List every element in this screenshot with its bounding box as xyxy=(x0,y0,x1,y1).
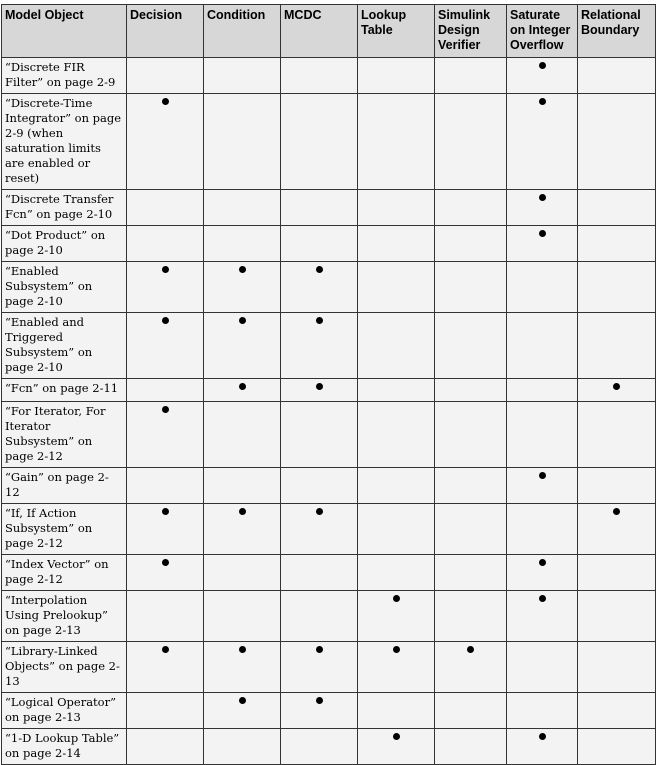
bullet-dot-icon xyxy=(539,194,546,201)
cell-decision xyxy=(127,504,204,555)
header-row xyxy=(2,5,656,58)
bullet-dot-icon xyxy=(539,733,546,740)
cell-mcdc xyxy=(281,190,358,226)
cell-mcdc xyxy=(281,729,358,765)
bullet-dot-icon xyxy=(162,559,169,566)
cell-decision xyxy=(127,642,204,693)
cell-relational-boundary xyxy=(578,379,656,402)
bullet-dot-icon xyxy=(539,98,546,105)
cell-decision xyxy=(127,58,204,94)
cell-relational-boundary xyxy=(578,642,656,693)
cell-mcdc xyxy=(281,642,358,693)
bullet-dot-icon xyxy=(316,697,323,704)
cell-mcdc xyxy=(281,262,358,313)
cell-design-verifier xyxy=(435,94,507,190)
cell-saturate-overflow xyxy=(507,226,578,262)
cell-saturate-overflow xyxy=(507,693,578,729)
cell-relational-boundary xyxy=(578,555,656,591)
model-object-cell: “1-D Lookup Table” on page 2-14 xyxy=(2,729,127,765)
cell-lookup-table xyxy=(358,591,435,642)
table-row xyxy=(2,313,656,379)
cell-condition xyxy=(204,379,281,402)
cell-decision xyxy=(127,313,204,379)
bullet-dot-icon xyxy=(613,383,620,390)
model-object-cell: “Logical Operator” on page 2-13 xyxy=(2,693,127,729)
bullet-dot-icon xyxy=(239,317,246,324)
bullet-dot-icon xyxy=(539,472,546,479)
cell-decision xyxy=(127,591,204,642)
model-object-cell: “Discrete Transfer Fcn” on page 2-10 xyxy=(2,190,127,226)
bullet-dot-icon xyxy=(393,733,400,740)
bullet-dot-icon xyxy=(539,595,546,602)
table-row xyxy=(2,402,656,468)
cell-condition xyxy=(204,693,281,729)
cell-relational-boundary xyxy=(578,190,656,226)
cell-relational-boundary xyxy=(578,504,656,555)
column-header-model-object: Model Object xyxy=(2,5,127,58)
model-object-cell: “Enabled and Triggered Subsystem” on page 2-10 xyxy=(2,313,127,379)
cell-lookup-table xyxy=(358,693,435,729)
bullet-dot-icon xyxy=(239,383,246,390)
cell-condition xyxy=(204,58,281,94)
cell-relational-boundary xyxy=(578,313,656,379)
cell-design-verifier xyxy=(435,226,507,262)
cell-condition xyxy=(204,468,281,504)
cell-lookup-table xyxy=(358,226,435,262)
bullet-dot-icon xyxy=(162,646,169,653)
cell-lookup-table xyxy=(358,468,435,504)
bullet-dot-icon xyxy=(162,508,169,515)
model-object-cell: “Gain” on page 2-12 xyxy=(2,468,127,504)
cell-mcdc xyxy=(281,379,358,402)
model-object-cell: “Discrete FIR Filter” on page 2-9 xyxy=(2,58,127,94)
cell-design-verifier xyxy=(435,402,507,468)
bullet-dot-icon xyxy=(539,230,546,237)
column-header-mcdc: MCDC xyxy=(281,5,358,58)
cell-mcdc xyxy=(281,693,358,729)
cell-decision xyxy=(127,94,204,190)
bullet-dot-icon xyxy=(239,646,246,653)
cell-mcdc xyxy=(281,591,358,642)
bullet-dot-icon xyxy=(239,697,246,704)
table-row xyxy=(2,379,656,402)
cell-lookup-table xyxy=(358,262,435,313)
cell-design-verifier xyxy=(435,379,507,402)
cell-saturate-overflow xyxy=(507,58,578,94)
cell-saturate-overflow xyxy=(507,642,578,693)
bullet-dot-icon xyxy=(393,646,400,653)
column-header-lookup-table: Lookup Table xyxy=(358,5,435,58)
cell-relational-boundary xyxy=(578,729,656,765)
table-row xyxy=(2,555,656,591)
cell-design-verifier xyxy=(435,468,507,504)
cell-condition xyxy=(204,729,281,765)
cell-lookup-table xyxy=(358,313,435,379)
cell-saturate-overflow xyxy=(507,94,578,190)
cell-relational-boundary xyxy=(578,226,656,262)
model-object-cell: “If, If Action Subsystem” on page 2-12 xyxy=(2,504,127,555)
table-row xyxy=(2,693,656,729)
model-object-cell: “Dot Product” on page 2-10 xyxy=(2,226,127,262)
cell-mcdc xyxy=(281,94,358,190)
cell-condition xyxy=(204,226,281,262)
cell-condition xyxy=(204,262,281,313)
column-header-design-verifier: Simulink Design Verifier xyxy=(435,5,507,58)
cell-design-verifier xyxy=(435,642,507,693)
cell-saturate-overflow xyxy=(507,313,578,379)
cell-relational-boundary xyxy=(578,693,656,729)
cell-lookup-table xyxy=(358,190,435,226)
cell-lookup-table xyxy=(358,402,435,468)
table-row xyxy=(2,58,656,94)
cell-mcdc xyxy=(281,504,358,555)
cell-condition xyxy=(204,591,281,642)
cell-condition xyxy=(204,313,281,379)
bullet-dot-icon xyxy=(162,317,169,324)
cell-decision xyxy=(127,402,204,468)
cell-condition xyxy=(204,402,281,468)
table-row xyxy=(2,94,656,190)
column-header-saturate-overflow: Saturate on Integer Overflow xyxy=(507,5,578,58)
cell-mcdc xyxy=(281,313,358,379)
cell-saturate-overflow xyxy=(507,190,578,226)
table-row xyxy=(2,190,656,226)
cell-decision xyxy=(127,262,204,313)
model-object-cell: “Interpolation Using Prelookup” on page 2-13 xyxy=(2,591,127,642)
model-object-cell: “Discrete-Time Integrator” on page 2-9 (when saturation limits are enabled or reset) xyxy=(2,94,127,190)
cell-decision xyxy=(127,190,204,226)
bullet-dot-icon xyxy=(239,266,246,273)
cell-decision xyxy=(127,555,204,591)
cell-mcdc xyxy=(281,58,358,94)
cell-saturate-overflow xyxy=(507,379,578,402)
cell-lookup-table xyxy=(358,504,435,555)
cell-condition xyxy=(204,642,281,693)
bullet-dot-icon xyxy=(162,266,169,273)
coverage-table xyxy=(1,4,656,765)
bullet-dot-icon xyxy=(539,559,546,566)
cell-lookup-table xyxy=(358,58,435,94)
cell-decision xyxy=(127,729,204,765)
cell-relational-boundary xyxy=(578,591,656,642)
model-object-cell: “Fcn” on page 2-11 xyxy=(2,379,127,402)
bullet-dot-icon xyxy=(539,62,546,69)
cell-relational-boundary xyxy=(578,58,656,94)
cell-design-verifier xyxy=(435,190,507,226)
column-header-condition: Condition xyxy=(204,5,281,58)
cell-condition xyxy=(204,504,281,555)
cell-saturate-overflow xyxy=(507,591,578,642)
cell-decision xyxy=(127,379,204,402)
bullet-dot-icon xyxy=(393,595,400,602)
cell-mcdc xyxy=(281,555,358,591)
bullet-dot-icon xyxy=(316,646,323,653)
cell-lookup-table xyxy=(358,729,435,765)
cell-lookup-table xyxy=(358,642,435,693)
cell-decision xyxy=(127,226,204,262)
cell-design-verifier xyxy=(435,693,507,729)
cell-decision xyxy=(127,468,204,504)
cell-design-verifier xyxy=(435,313,507,379)
bullet-dot-icon xyxy=(239,508,246,515)
table-row xyxy=(2,729,656,765)
cell-saturate-overflow xyxy=(507,262,578,313)
cell-condition xyxy=(204,190,281,226)
table-row xyxy=(2,226,656,262)
cell-condition xyxy=(204,94,281,190)
cell-saturate-overflow xyxy=(507,729,578,765)
cell-saturate-overflow xyxy=(507,555,578,591)
cell-mcdc xyxy=(281,468,358,504)
cell-relational-boundary xyxy=(578,402,656,468)
cell-saturate-overflow xyxy=(507,504,578,555)
cell-lookup-table xyxy=(358,555,435,591)
cell-design-verifier xyxy=(435,58,507,94)
cell-relational-boundary xyxy=(578,94,656,190)
bullet-dot-icon xyxy=(316,383,323,390)
table-row xyxy=(2,262,656,313)
cell-saturate-overflow xyxy=(507,402,578,468)
model-object-cell: “Index Vector” on page 2-12 xyxy=(2,555,127,591)
bullet-dot-icon xyxy=(467,646,474,653)
bullet-dot-icon xyxy=(162,98,169,105)
cell-relational-boundary xyxy=(578,262,656,313)
model-object-cell: “For Iterator, For Iterator Subsystem” on page 2-12 xyxy=(2,402,127,468)
bullet-dot-icon xyxy=(316,508,323,515)
cell-condition xyxy=(204,555,281,591)
cell-lookup-table xyxy=(358,94,435,190)
cell-decision xyxy=(127,693,204,729)
table-row xyxy=(2,468,656,504)
table-row xyxy=(2,642,656,693)
bullet-dot-icon xyxy=(316,266,323,273)
cell-relational-boundary xyxy=(578,468,656,504)
cell-design-verifier xyxy=(435,504,507,555)
cell-design-verifier xyxy=(435,262,507,313)
column-header-decision: Decision xyxy=(127,5,204,58)
column-header-relational-boundary: Relational Boundary xyxy=(578,5,656,58)
cell-mcdc xyxy=(281,226,358,262)
cell-design-verifier xyxy=(435,591,507,642)
cell-design-verifier xyxy=(435,555,507,591)
model-object-cell: “Library-Linked Objects” on page 2-13 xyxy=(2,642,127,693)
cell-lookup-table xyxy=(358,379,435,402)
table-row xyxy=(2,591,656,642)
table-row xyxy=(2,504,656,555)
cell-saturate-overflow xyxy=(507,468,578,504)
bullet-dot-icon xyxy=(316,317,323,324)
cell-mcdc xyxy=(281,402,358,468)
bullet-dot-icon xyxy=(613,508,620,515)
bullet-dot-icon xyxy=(162,406,169,413)
model-object-cell: “Enabled Subsystem” on page 2-10 xyxy=(2,262,127,313)
cell-design-verifier xyxy=(435,729,507,765)
